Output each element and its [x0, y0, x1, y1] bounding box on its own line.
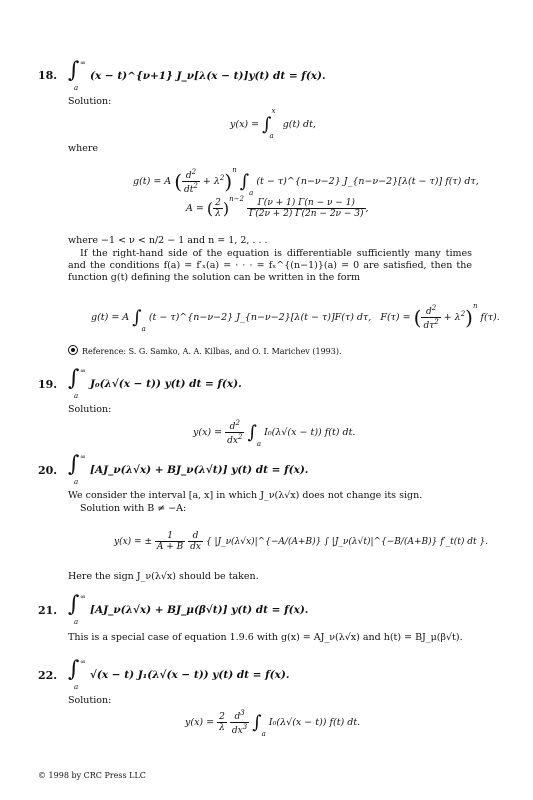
eq18-g-rhs: (t − τ)^{n−ν−2} J_{n−ν−2}[λ(t − τ)] f(τ) dτ, — [256, 176, 479, 187]
eq21-equation: [AJ_ν(λ√x) + BJ_μ(β√t)] y(t) dt = f(x). — [90, 604, 309, 616]
eq19-solution: y(x) = $\frac{d^2}{dx^2}$ $\int_a$ I₀(λ√(x − t)) f(t) dt. — [193, 419, 356, 448]
eq18-upper-limit: ∞ — [80, 59, 86, 67]
eq22-lower-limit: a — [74, 683, 79, 691]
eq19-upper-limit: ∞ — [80, 367, 86, 375]
eq20-text1: We consider the interval [a, x] in which J_ν(λ√x) does not change its sign. — [68, 490, 423, 501]
eq21-upper-limit: ∞ — [80, 593, 86, 601]
eq21-lower-limit: a — [74, 618, 79, 626]
eq19-equation: J₀(λ√(x − t)) y(t) dt = f(x). — [90, 378, 242, 390]
eq18-solution-label: Solution: — [68, 96, 112, 107]
eq22-number: 22. — [38, 669, 58, 682]
eq21-number: 21. — [38, 604, 58, 617]
eq20-number: 20. — [38, 464, 58, 477]
eq22-solution-body: I₀(λ√(x − t)) f(t) dt. — [268, 717, 361, 728]
footer-copyright: © 1998 by CRC Press LLC — [38, 771, 146, 780]
eq20-equation: [AJ_ν(λ√x) + BJ_ν(λ√t)] y(t) dt = f(x). — [90, 464, 309, 476]
eq20-integral: ∫ — [68, 452, 80, 477]
eq20-solution-body: { |J_ν(λ√x)|^{−A/(A+B)} ∫ |J_ν(λ√t)|^{−B/(A+B)} f′_t(t) dt }. — [205, 537, 489, 547]
eq22-solution-label: Solution: — [68, 695, 112, 706]
eq18-F-definition: F(τ) = — [380, 312, 411, 323]
eq18-paragraph: If the right-hand side of the equation is differentiable sufficiently many times and the conditions f(a) = f′ₓ(a) = · · · = fₓ^{(n−1)}(a) = 0 are satisfied, then the function g(t) defining the solution can be written in the form — [68, 248, 472, 283]
eq22-upper-limit: ∞ — [80, 658, 86, 666]
eq18-g-lhs: g(t) = A — [133, 176, 172, 187]
eq18-reference-text: Reference: S. G. Samko, A. A. Kilbas, and O. I. Marichev (1993). — [82, 347, 342, 356]
eq20-note: Here the sign J_ν(λ√x) should be taken. — [68, 571, 259, 582]
eq20-lower-limit: a — [74, 478, 79, 486]
eq19-integral: ∫ — [68, 366, 80, 391]
eq18-A-lhs: A = — [186, 203, 204, 214]
eq18-F-tail: f(τ). — [480, 312, 500, 323]
eq20-solution: y(x) = ± $\frac{1}{A + B}$ $\frac{d}{dx}$ { |J_ν(λ√x)|^{−A/(A+B)} ∫ |J_ν(λ√t)|^{−B/(A+B)} f′_t(t) dt }. — [114, 531, 489, 552]
eq19-lower-limit: a — [74, 392, 79, 400]
eq18-g-form: g(t) = A $\int_a$ (t − τ)^{n−ν−2} J_{n−ν−2}[λ(t − τ)]F(τ) dτ, F(τ) = ( $\frac{d^2}{d\tau^2}$ + $\lambda^2)^n$ f(τ). — [91, 301, 500, 333]
eq18-A-numerator: Γ(ν + 1) Γ(n − ν − 1) — [247, 198, 366, 209]
reference-icon — [68, 345, 78, 355]
eq20-text2: Solution with B ≠ −A: — [80, 503, 187, 514]
eq18-where: where — [68, 143, 99, 154]
eq18-integral: ∫ — [68, 58, 80, 83]
eq18-reference — [68, 345, 342, 356]
eq22-integral: ∫ — [68, 657, 80, 682]
eq19-solution-label: Solution: — [68, 404, 112, 415]
eq18-equation: (x − t)^{ν+1} J_ν[λ(x − t)]y(t) dt = f(x). — [90, 70, 326, 82]
eq20-solution-lhs: y(x) = ± — [114, 537, 152, 547]
eq21-text: This is a special case of equation 1.9.6 with g(x) = AJ_ν(λ√x) and h(t) = BJ_μ(β√t). — [68, 632, 463, 643]
eq19-number: 19. — [38, 378, 58, 391]
eq18-solution: y(x) = ∫$^x_a$ g(t) dt, — [230, 106, 316, 140]
eq20-upper-limit: ∞ — [80, 453, 86, 461]
eq18-number: 18. — [38, 69, 58, 82]
eq21-integral: ∫ — [68, 592, 80, 617]
eq22-solution: y(x) = $\frac{2}{\lambda}$ $\frac{d^3}{dx^3}$ $\int_a$ I₀(λ√(x − t)) f(t) dt. — [185, 709, 361, 738]
eq18-lower-limit: a — [74, 84, 79, 92]
eq18-A-definition: A = ( $\frac{2}{\lambda}$ )$^{n-2}$ $\frac{\Gamma(\nu + 1) \Gamma(n - \nu - 1)}{\Gamma(2\nu + 2) \Gamma(2n - 2\nu - 3)}$ , — [186, 194, 369, 219]
eq22-equation: √(x − t) J₁(λ√(x − t)) y(t) dt = f(x). — [90, 669, 290, 681]
eq18-g-form-rhs: (t − τ)^{n−ν−2} J_{n−ν−2}[λ(t − τ)]F(τ) dτ, — [148, 312, 372, 323]
eq18-conditions: where −1 < ν < n/2 − 1 and n = 1, 2, . . . — [68, 235, 268, 246]
eq19-solution-body: I₀(λ√(x − t)) f(t) dt. — [264, 427, 356, 438]
eq18-g-form-lhs: g(t) = A — [91, 312, 130, 323]
eq18-A-denominator: Γ(2ν + 2) Γ(2n − 2ν − 3) — [248, 209, 364, 219]
eq18-g-definition: g(t) = A ( $\frac{d^2}{dt^2}$ + $\lambda^2)^n$ $\int_a$ (t − τ)^{n−ν−2} J_{n−ν−2}[λ(t − τ)] f(τ) dτ, — [133, 165, 479, 197]
